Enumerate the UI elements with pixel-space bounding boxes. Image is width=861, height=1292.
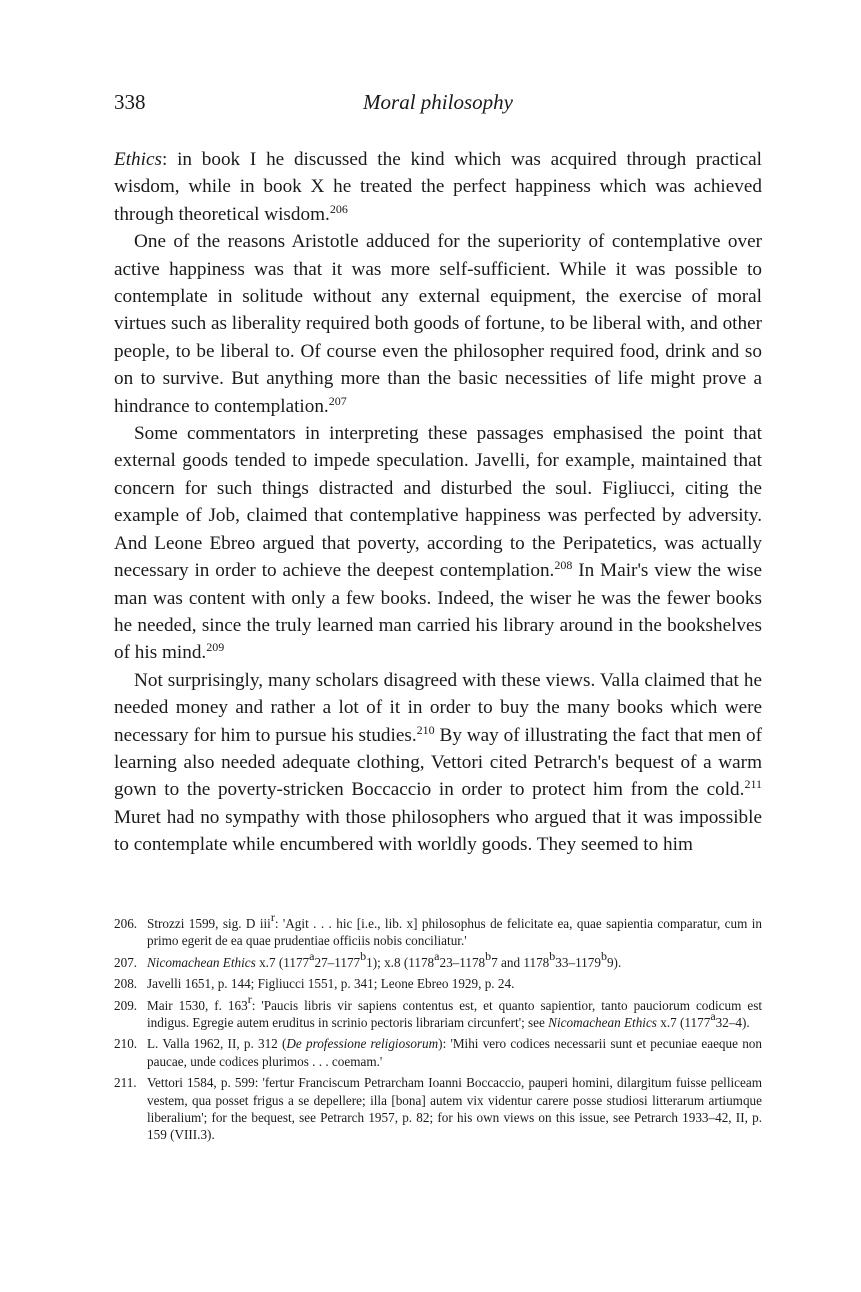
footnote-211 <box>114 1074 762 1144</box>
book-numeral: I <box>249 149 257 170</box>
text-run: : in book <box>161 149 250 170</box>
italic-title: Ethics <box>114 149 162 170</box>
footnote-ref-211: 211 <box>744 777 762 792</box>
superscript: b <box>360 948 367 963</box>
text-run: By way of illustrating the fact that men of learning also needed adequate clothing, Vettori cited Petrarch's bequest of a warm gown to the poverty-stricken Boccaccio in order to protect him from the cold. <box>114 724 762 801</box>
paragraph-1 <box>114 146 762 228</box>
body-text <box>114 146 762 859</box>
footnote-206 <box>114 910 763 950</box>
footnote-number: 206. <box>114 916 138 931</box>
footnote-number: 209. <box>114 997 138 1013</box>
footnote-ref-208: 208 <box>554 558 573 573</box>
superscript: b <box>485 948 492 963</box>
text-run: he discussed the kind which was acquired through practical wisdom, while in book <box>114 149 762 198</box>
paragraph-4 <box>114 667 762 859</box>
page-number: 338 <box>114 90 146 114</box>
footnote-207 <box>114 948 762 971</box>
footnote-208 <box>114 975 762 992</box>
footnote-number: 208. <box>114 976 138 992</box>
text-run: Muret had no sympathy with those philosophers who argued that it was impossible to contemplate while encumbered with worldly goods. They seemed to him <box>114 806 762 856</box>
footnote-ref-206: 206 <box>329 201 348 216</box>
text-run: 1); x.8 (1178 <box>366 954 435 970</box>
footnote-209 <box>114 991 762 1032</box>
footnote-ref-207: 207 <box>328 393 347 408</box>
footnotes <box>114 910 763 1148</box>
text-run: 7 and 1178 <box>491 954 550 970</box>
italic-title: De professione religiosorum <box>286 1036 439 1052</box>
text-run: 33–1179 <box>555 954 601 970</box>
text-run: 27–1177 <box>314 954 361 970</box>
book-numeral: X <box>310 176 325 198</box>
text-run: : 'Agit . . . hic [i.e., lib. x] philosophus de felicitate ea, quae sapientia comparatur, cum in primo egerit de ea quae prudentiae officiis nobis conciliatur.' <box>147 916 763 949</box>
text-run: 9). <box>606 954 622 970</box>
footnote-ref-209: 209 <box>206 640 225 655</box>
footnote-number: 211. <box>114 1075 137 1091</box>
footnote-number: 210. <box>114 1036 138 1052</box>
text-run: Not surprisingly, many scholars disagreed with these views. Valla claimed that he needed money and rather a lot of it in order to buy the many books which were necessary for him to pursue his studies. <box>114 669 762 746</box>
text-run: ): 'Mihi vero codices necessarii sunt et pecuniae eaeque non paucae, unde codices plurimos . . . coemam.' <box>147 1036 762 1069</box>
text-run: L. Valla 1962, II, p. 312 ( <box>147 1036 287 1052</box>
text-run: Vettori 1584, p. 599: 'fertur Franciscum Petrarcham Ioanni Boccaccio, pauperi homini, dilargitum fuisse pelliceam vestem, qua posset frigus a se depellere; illa [bona] autem vix videntur carere posse studiosi litterarum artiumque liberalium'; for the bequest, see Petrarch 1957, p. 82; for his own views on this issue, see Petrarch 1933–42, II, p. 159 (VIII.3). <box>147 1075 762 1143</box>
text-run: Mair 1530, f. 163 <box>147 997 248 1013</box>
text-run: One of the reasons Aristotle adduced for the superiority of contemplative over active happiness was that it was more self-sufficient. While it was possible to contemplate in solitude without any external equipment, the exercise of moral virtues such as liberality required both goods of fortune, to be liberal with, and other people, to be liberal to. Of course even the philosopher required food, drink and so on to survive. But anything more than the basic necessities of life might prove a hindrance to contemplation. <box>114 231 762 417</box>
text-run: In Mair's view the wise man was content with only a few books. Indeed, the wiser he was the fewer books he needed, since the truly learned man carried his library around in the bookshelves of his mind. <box>114 560 762 664</box>
page-header <box>114 90 762 120</box>
superscript: r <box>270 910 275 924</box>
footnote-ref-210: 210 <box>416 722 435 737</box>
text-run: Javelli 1651, p. 144; Figliucci 1551, p. 341; Leone Ebreo 1929, p. 24. <box>147 976 515 992</box>
text-run: 23–1178 <box>439 954 486 970</box>
text-run: he treated the perfect happiness which was achieved through theoretical wisdom. <box>114 176 762 225</box>
text-run: x.7 (1177 <box>656 1015 711 1031</box>
superscript: b <box>549 948 556 963</box>
text-run: x.7 (1177 <box>255 954 310 970</box>
superscript: a <box>710 1009 716 1024</box>
paragraph-3 <box>114 420 762 667</box>
text-run: : 'Paucis libris vir sapiens contentus est, et quanto sapientior, tanto pauciorum codicum est indigus. Egregie autem eruditus in scrinio pectoris librariam circunfert'; see <box>147 997 762 1031</box>
text-run: Some commentators in interpreting these passages emphasised the point that external goods tended to impede speculation. Javelli, for example, maintained that concern for such things distracted and disturbed the soul. Figliucci, citing the example of Job, claimed that contemplative happiness was perfected by adversity. And Leone Ebreo argued that poverty, according to the Peripatetics, was actually necessary in order to achieve the deepest contemplation. <box>114 423 762 582</box>
italic-title: Nicomachean Ethics <box>147 954 256 970</box>
paragraph-2 <box>114 228 762 420</box>
text-run: 32–4). <box>715 1015 750 1031</box>
superscript: r <box>247 991 252 1006</box>
text-run: Strozzi 1599, sig. D iii <box>147 916 271 931</box>
footnote-210 <box>114 1035 762 1070</box>
superscript: b <box>600 948 607 963</box>
footnote-number: 207. <box>114 954 138 970</box>
superscript: a <box>309 948 315 963</box>
italic-title: Nicomachean Ethics <box>548 1015 657 1031</box>
running-head: Moral philosophy <box>363 90 513 114</box>
superscript: a <box>434 948 440 963</box>
